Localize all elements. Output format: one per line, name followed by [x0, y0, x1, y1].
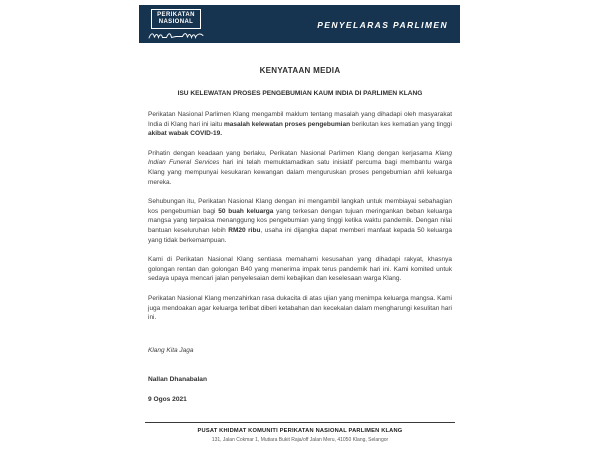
letterhead-footer: [145, 422, 455, 443]
logo-script-flourish-icon: [147, 30, 205, 42]
signatory-name: Nallan Dhanabalan: [148, 375, 207, 383]
paragraph-4: Kami di Perikatan Nasional Klang sentiasa memahami kesusahan yang dihadapi rakyat, khasnya golongan rentan dan golongan B40 yang menerima impak terus pandemik hari ini. Kami komited untuk sedaya upaya mencari jalan penyelesaian demi kebajikan dan keselesaan warga Klang.: [148, 256, 452, 283]
paragraph-2: Prihatin dengan keadaan yang berlaku, Perikatan Nasional Parlimen Klang dengan kerjasama Klang Indian Funeral Services hari ini telah memuktamadkan satu inisiatif percuma bagi membantu warga Klang yang mempunyai kesukaran kewangan dalam menguruskan proses pengebumian ahli keluarga mereka.: [148, 149, 452, 186]
footer-org-name: PUSAT KHIDMAT KOMUNITI PERIKATAN NASIONAL PARLIMEN KLANG: [197, 428, 403, 434]
footer-address: 131, Jalan Cokmar 1, Mutiara Bukit Raja/off Jalan Meru, 41050 Klang, Selangor: [211, 436, 389, 443]
logo-line2: NASIONAL: [158, 18, 194, 25]
logo-box: [151, 9, 201, 29]
penyelaras-parlimen-label: PENYELARAS PARLIMEN: [317, 20, 448, 30]
statement-date: 9 Ogos 2021: [148, 395, 187, 403]
paragraph-5: Perikatan Nasional Klang menzahirkan rasa dukacita di atas ujian yang menimpa keluarga mangsa. Kami juga mendoakan agar keluarga terlibat diberi ketabahan dan kecekalan dalam mengharungi kesulitan hari ini.: [148, 294, 452, 322]
perikatan-nasional-logo: [147, 9, 205, 42]
document-subtitle: ISU KELEWATAN PROSES PENGEBUMIAN KAUM INDIA DI PARLIMEN KLANG: [177, 90, 423, 97]
closing-tagline: Klang Kita Jaga: [148, 346, 194, 354]
footer-divider: [145, 422, 455, 423]
document-title: KENYATAAN MEDIA: [259, 66, 341, 75]
paragraph-3: Sehubungan itu, Perikatan Nasional Klang dengan ini mengambil langkah untuk membiayai sebahagian kos pengebumian bagi 50 buah keluarga yang terkesan dengan tujuan meringankan beban keluarga mangsa yang terpaksa menanggung kos pengebumian yang tinggi ketika waktu pandemik. Dengan nilai bantuan keseluruhan lebih RM20 ribu, usaha ini dijangka dapat memberi manfaat kepada 50 keluarga yang tidak berkemampuan.: [148, 198, 453, 244]
logo-line1: PERIKATAN: [157, 11, 195, 18]
paragraph-1: Perikatan Nasional Parlimen Klang mengambil maklum tentang masalah yang dihadapi oleh masyarakat India di Klang hari ini iaitu masalah kelewatan proses pengebumian berikutan kes kematian yang tinggi akibat wabak COVID-19.: [148, 111, 452, 138]
letterhead-banner: [139, 5, 460, 43]
document-body: [148, 66, 452, 403]
